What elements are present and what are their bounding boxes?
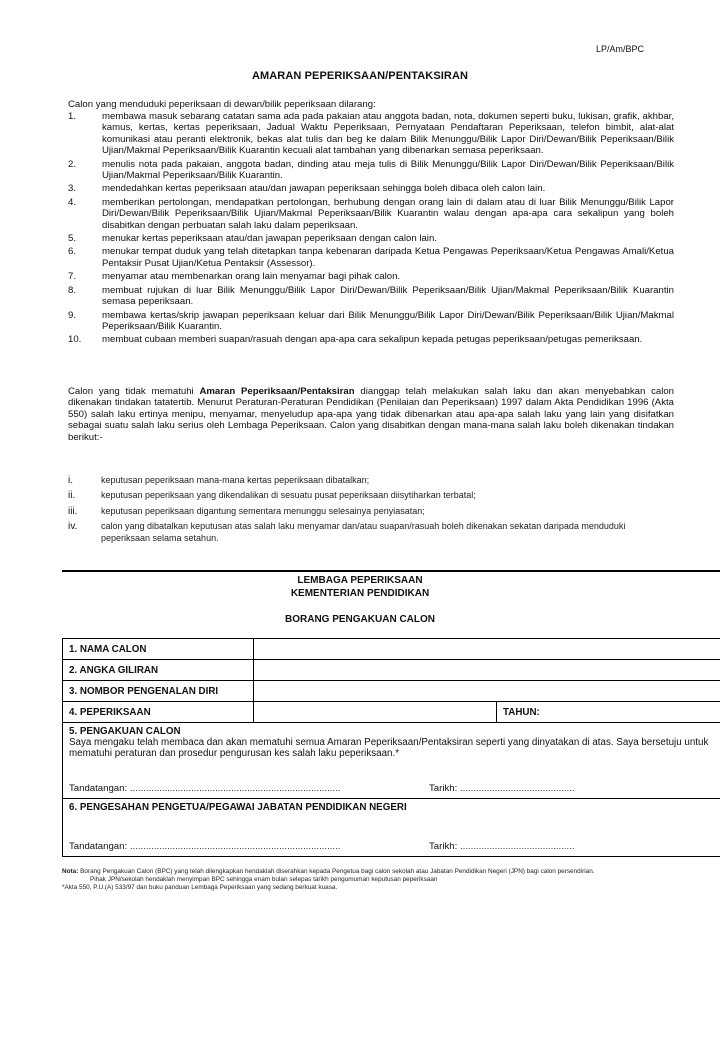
nama-calon-label: 1. NAMA CALON	[63, 639, 254, 660]
rule-number: 2.	[68, 158, 77, 170]
tandatangan-line-2[interactable]: ...............................................................................	[129, 841, 341, 852]
action-item	[68, 490, 674, 501]
rule-number: 10.	[68, 334, 82, 346]
rule-text: memberikan pertolongan, mendapatkan pertolongan, berhubung dengan orang lain di dalam atau di luar Bilik Menunggu/Bilik Lapor Diri/Dewan/Bilik Peperiksaan/Bilik Ujian/Makmal Peperiksaan/Bilik Kuarantin walau dengan apa-apa cara sekalipun yang boleh disabitkan dengan perbuatan salah laku dalam peperiksaan.	[102, 196, 674, 231]
rule-item	[68, 334, 674, 345]
pengesahan-section	[63, 799, 720, 857]
action-text: calon yang dibatalkan keputusan atas salah laku menyamar dan/atau suapan/rasuah boleh dikenakan sekatan daripada menduduki peperiksaan selama setahun.	[101, 521, 626, 543]
ministry-name: KEMENTERIAN PENDIDIKAN	[290, 588, 430, 599]
rule-item	[68, 183, 674, 194]
action-text: keputusan peperiksaan mana-mana kertas peperiksaan dibatalkan;	[101, 475, 370, 485]
rule-item	[68, 159, 674, 182]
rule-number: 9.	[68, 309, 77, 321]
action-number: iv.	[68, 521, 78, 533]
rule-text: mendedahkan kertas peperiksaan atau/dan jawapan peperiksaan sehingga boleh dibaca oleh calon lain.	[102, 183, 546, 195]
pengesahan-heading: 6. PENGESAHAN PENGETUA/PEGAWAI JABATAN PENDIDIKAN NEGERI	[69, 802, 407, 813]
paragraph-text-end: dianggap telah melakukan salah laku dan akan menyebabkan calon dikenakan tindakan tatatertib. Menurut Peraturan-Peraturan Pendidikan (Penilaian dan Peperiksaan) 1997 dalam Akta Pendidikan 1996 (Akta 550) salah laku ertinya menipu, menyamar, menyeludup apa-apa yang tidak dibenarkan atau apa-apa salah laku yang lain yang disifatkan sebagai suatu salah laku serius oleh Lembaga Peperiksaan. Calon yang disabitkan dengan mana-mana salah laku boleh dikenakan tindakan berikut:-	[68, 386, 675, 443]
section-divider	[62, 570, 720, 572]
peperiksaan-label: 4. PEPERIKSAAN	[63, 702, 254, 723]
tandatangan-label-2: Tandatangan:	[69, 841, 128, 852]
pengakuan-section	[63, 723, 720, 799]
tandatangan-line[interactable]: ...............................................................................	[129, 783, 341, 794]
note-line-3: *Akta 550, P.U.(A) 533/97 dan buku panduan Lembaga Peperiksaan yang sedang berkuat kuasa.	[62, 884, 338, 891]
rules-list	[68, 111, 674, 348]
pengakuan-heading: 5. PENGAKUAN CALON	[69, 726, 181, 737]
rule-number: 6.	[68, 246, 77, 258]
rule-number: 4.	[68, 196, 77, 208]
rule-item	[68, 233, 674, 244]
tahun-label: TAHUN:	[503, 706, 540, 718]
angka-giliran-label: 2. ANGKA GILIRAN	[63, 660, 254, 681]
nombor-pengenalan-label: 3. NOMBOR PENGENALAN DIRI	[63, 681, 254, 702]
rule-item	[68, 285, 674, 308]
rule-number: 1.	[68, 111, 77, 122]
rule-item	[68, 271, 674, 282]
action-item	[68, 506, 674, 517]
tarikh-label-2: Tarikh:	[429, 841, 458, 852]
paragraph-bold-term: Amaran Peperiksaan/Pentaksiran	[199, 386, 355, 397]
rule-number: 5.	[68, 233, 77, 245]
rule-item	[68, 310, 674, 333]
intro-text: Calon yang menduduki peperiksaan di dewan/bilik peperiksaan dilarang:	[68, 99, 376, 110]
reference-code: LP/Am/BPC	[595, 44, 644, 54]
pengakuan-text: Saya mengaku telah membaca dan akan mematuhi semua Amaran Peperiksaan/Pentaksiran seperti yang dinyatakan di atas. Saya bersetuju untuk mematuhi peraturan dan prosedur pengurusan kes salah laku peperiksaan.*	[69, 737, 709, 759]
rule-text: menyamar atau membenarkan orang lain menyamar bagi pihak calon.	[102, 271, 401, 283]
page-title: AMARAN PEPERIKSAAN/PENTAKSIRAN	[251, 70, 469, 82]
rule-number: 3.	[68, 183, 77, 195]
declaration-form	[62, 638, 720, 857]
tarikh-label: Tarikh:	[429, 783, 458, 794]
tahun-field[interactable]	[497, 702, 720, 723]
action-number: iii.	[68, 505, 78, 517]
rule-text: menulis nota pada pakaian, anggota badan, dinding atau meja tulis di Bilik Menunggu/Bilik Lapor Diri/Dewan/Bilik Peperiksaan/Bilik Ujian/Makmal Peperiksaan/Bilik Kuarantin.	[102, 158, 674, 182]
rule-text: membuat cubaan memberi suapan/rasuah dengan apa-apa cara sekalipun kepada petugas peperiksaan/petugas pemeriksaan.	[102, 334, 643, 346]
nombor-pengenalan-field[interactable]	[254, 681, 720, 702]
note-label: Nota:	[62, 868, 79, 875]
tarikh-line[interactable]: ...........................................	[459, 783, 575, 794]
action-text: keputusan peperiksaan yang dikendalikan di sesuatu pusat peperiksaan diisytiharkan terbatal;	[101, 490, 476, 501]
rule-number: 8.	[68, 284, 77, 296]
note-line-2: Pihak JPN/sekolah hendaklah menyimpan BPC sehingga enam bulan selepas tarikh pengumuman keputusan peperiksaan	[90, 876, 438, 883]
rule-item	[68, 197, 674, 231]
action-number: ii.	[68, 490, 76, 502]
tarikh-line-2[interactable]: ...........................................	[459, 841, 575, 852]
warning-paragraph	[68, 386, 674, 443]
angka-giliran-field[interactable]	[254, 660, 720, 681]
org-name: LEMBAGA PEPERIKSAAN	[297, 575, 423, 586]
rule-text: menukar kertas peperiksaan atau/dan jawapan peperiksaan dengan calon lain.	[102, 233, 437, 245]
rule-text: menukar tempat duduk yang telah ditetapkan tanpa kebenaran daripada Ketua Pengawas Peperiksaan/Ketua Pengawas Amali/Ketua Pentaksir Pusat Ujian/Ketua Pentaksir (Assessor).	[102, 246, 674, 269]
paragraph-text-start: Calon yang tidak mematuhi	[68, 386, 200, 397]
action-number: i.	[68, 475, 73, 486]
peperiksaan-field[interactable]	[254, 702, 497, 723]
rule-text: membawa kertas/skrip jawapan peperiksaan keluar dari Bilik Menunggu/Bilik Lapor Diri/Dewan/Bilik Peperiksaan/Bilik Ujian/Makmal Peperiksaan/Bilik Kuarantin.	[102, 309, 674, 332]
rule-text: membuat rujukan di luar Bilik Menunggu/Bilik Lapor Diri/Dewan/Bilik Peperiksaan/Bilik Ujian/Makmal Peperiksaan/Bilik Kuarantin semasa peperiksaan.	[102, 284, 674, 308]
note-line-1: Borang Pengakuan Calon (BPC) yang telah dilengkapkan hendaklah diserahkan kepada Pengetua bagi calon sekolah atau Jabatan Pendidikan Negeri (JPN) bagi calon persendirian.	[80, 868, 595, 875]
rule-number: 7.	[68, 271, 77, 283]
rule-item	[68, 246, 674, 269]
action-item	[68, 475, 674, 486]
rule-item	[68, 111, 674, 157]
action-item	[68, 521, 674, 544]
form-title: BORANG PENGAKUAN CALON	[285, 614, 435, 625]
tandatangan-label: Tandatangan:	[69, 783, 128, 794]
rule-text: membawa masuk sebarang catatan sama ada pada pakaian atau anggota badan, nota, dokumen seperti buku, lukisan, grafik, akhbar, kamus, kertas, kertas peperiksaan, Jadual Waktu Peperiksaan, Pernyataan Pendaftaran Peperiksaan, telefon bimbit, alat-alat komunikasi atau peranti elektronik, bekas alat tulis dan beg ke dalam Bilik Menunggu/Bilik Lapor Diri/Dewan/Bilik Peperiksaan/Bilik Ujian/Makmal Peperiksaan/Bilik Kuarantin kecuali alat tambahan yang dibenarkan semasa peperiksaan.	[102, 111, 674, 157]
footnotes	[62, 868, 678, 892]
actions-list	[68, 475, 674, 548]
action-text: keputusan peperiksaan digantung sementara menunggu selesainya penyiasatan;	[101, 505, 425, 516]
nama-calon-field[interactable]	[254, 639, 720, 660]
